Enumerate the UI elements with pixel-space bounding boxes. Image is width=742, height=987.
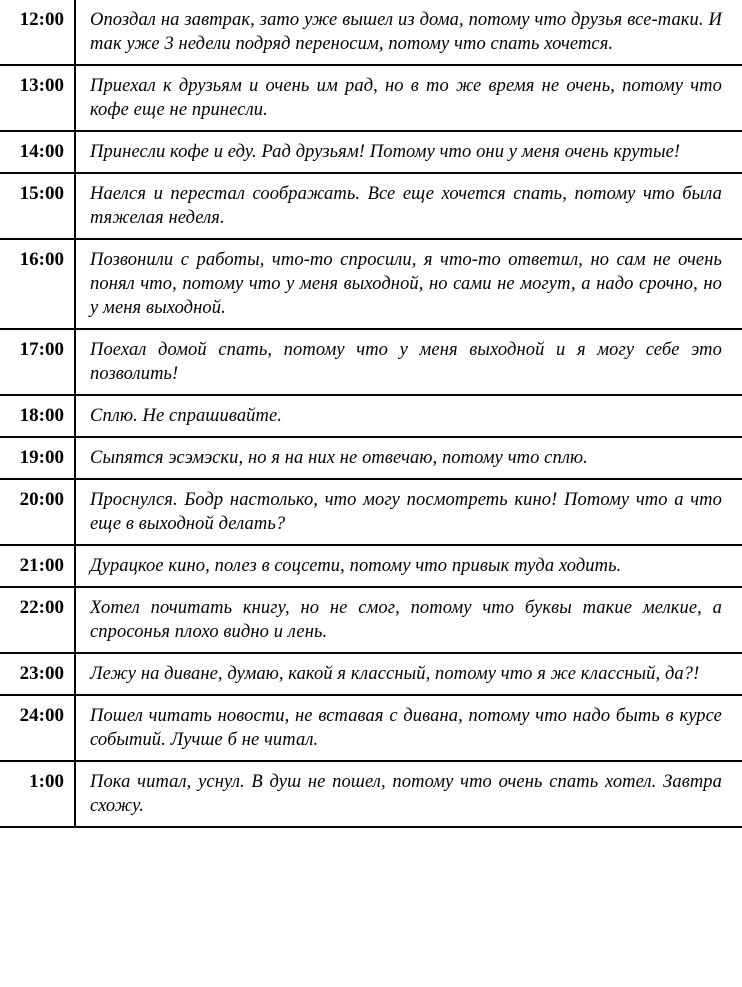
row-time: 14:00 [0,132,76,172]
table-row [0,174,742,240]
row-time: 18:00 [0,396,76,436]
table-row [0,396,742,438]
row-text: Наелся и перестал соображать. Все еще хочется спать, потому что была тяжелая неделя. [90,184,722,228]
table-row [0,480,742,546]
row-time: 24:00 [0,696,76,760]
row-text: Пока читал, уснул. В душ не пошел, потому что очень спать хотел. Завтра схожу. [90,772,722,816]
table-row [0,66,742,132]
table-row [0,546,742,588]
row-time: 23:00 [0,654,76,694]
row-text: Лежу на диване, думаю, какой я классный, потому что я же классный, да?! [90,664,700,684]
row-text: Дурацкое кино, полез в соцсети, потому что привык туда ходить. [90,556,622,576]
row-text: Поехал домой спать, потому что у меня выходной и я могу себе это позволить! [90,340,722,384]
row-text: Пошел читать новости, не вставая с дивана, потому что надо быть в курсе событий. Лучше б не читал. [90,706,722,750]
row-time: 22:00 [0,588,76,652]
table-row [0,654,742,696]
row-text: Позвонили с работы, что-то спросили, я что-то ответил, но сам не очень понял что, потому что у меня выходной, но сами не могут, а надо срочно, но у меня выходной. [90,250,722,318]
row-text: Хотел почитать книгу, но не смог, потому что буквы такие мелкие, а спросонья плохо видно и лень. [90,598,722,642]
row-time: 15:00 [0,174,76,238]
row-time: 12:00 [0,0,76,64]
table-row [0,762,742,828]
row-time: 21:00 [0,546,76,586]
row-text: Приехал к друзьям и очень им рад, но в то же время не очень, потому что кофе еще не принесли. [90,76,722,120]
table-row [0,330,742,396]
row-text: Сплю. Не спрашивайте. [90,406,283,426]
row-time: 17:00 [0,330,76,394]
table-row [0,588,742,654]
row-time: 20:00 [0,480,76,544]
table-row [0,696,742,762]
table-row [0,132,742,174]
row-text: Принесли кофе и еду. Рад друзьям! Потому что они у меня очень крутые! [90,142,681,162]
table-row [0,0,742,66]
row-text: Проснулся. Бодр настолько, что могу посмотреть кино! Потому что а что еще в выходной делать? [90,490,722,534]
row-time: 13:00 [0,66,76,130]
table-row [0,240,742,330]
row-time: 1:00 [0,762,76,826]
row-text: Опоздал на завтрак, зато уже вышел из дома, потому что друзья все-таки. И так уже 3 недели подряд переносим, потому что спать хочется. [90,10,722,54]
row-text: Сыпятся эсэмэски, но я на них не отвечаю, потому что сплю. [90,448,588,468]
row-time: 19:00 [0,438,76,478]
row-time: 16:00 [0,240,76,328]
table-row [0,438,742,480]
